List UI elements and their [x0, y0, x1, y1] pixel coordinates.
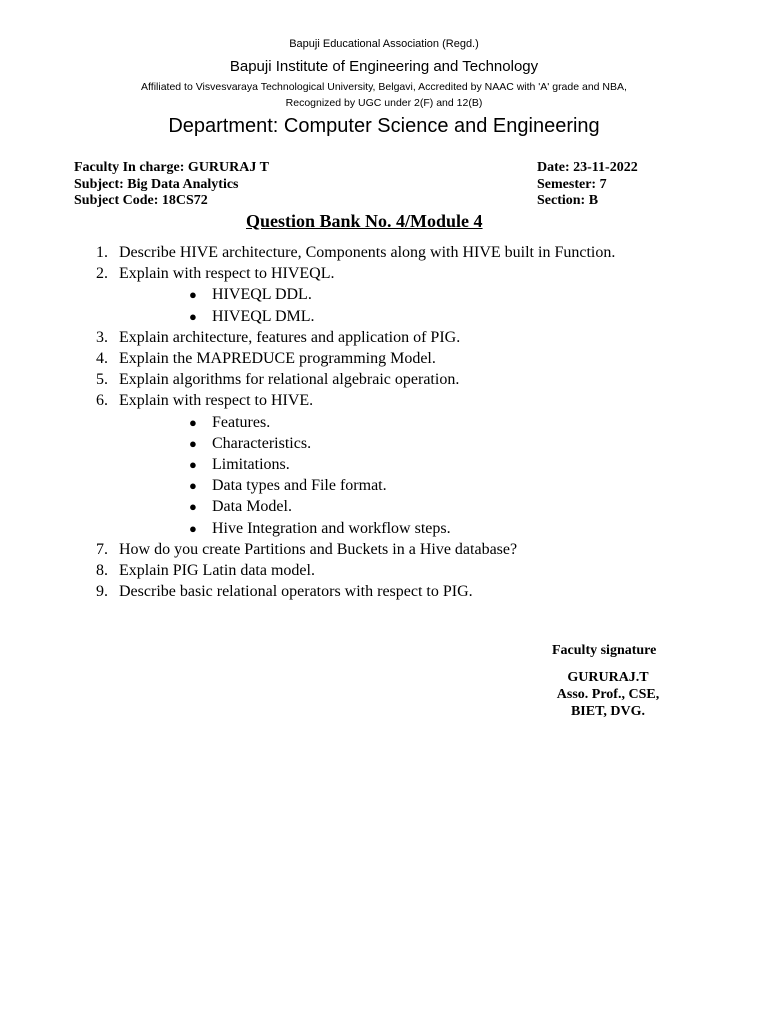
meta-left-block — [74, 160, 269, 210]
affiliation-line-2: Recognized by UGC under 2(F) and 12(B) — [285, 97, 483, 109]
meta-right-block — [537, 160, 638, 210]
question-number: 6. — [96, 392, 108, 410]
bullet-icon: ● — [189, 435, 197, 451]
question-number: 7. — [96, 540, 108, 558]
signature-block — [548, 669, 668, 720]
question-bank-title: Question Bank No. 4/Module 4 — [246, 211, 483, 231]
question-text: Explain architecture, features and application of PIG. — [119, 328, 461, 346]
section: Section: B — [537, 193, 599, 208]
sub-question-text: Data Model. — [212, 498, 292, 516]
question-text: Explain PIG Latin data model. — [119, 562, 315, 579]
question-text: Explain with respect to HIVEQL. — [119, 265, 335, 283]
question-number: 5. — [96, 371, 108, 389]
bullet-icon: ● — [189, 499, 197, 515]
question-number: 4. — [96, 350, 108, 367]
signature-label: Faculty signature — [552, 643, 657, 658]
question-number: 1. — [96, 244, 108, 261]
question-number: 2. — [96, 265, 108, 283]
sub-question-text: HIVEQL DDL. — [212, 286, 312, 304]
department-title: Department: Computer Science and Engineering — [168, 115, 600, 137]
question-text: Describe basic relational operators with respect to PIG. — [119, 583, 473, 601]
date: Date: 23-11-2022 — [537, 160, 638, 175]
subject-code: Subject Code: 18CS72 — [74, 193, 208, 208]
question-text: Explain the MAPREDUCE programming Model. — [119, 350, 436, 367]
question-number: 9. — [96, 583, 108, 601]
bullet-icon: ● — [189, 478, 197, 494]
semester: Semester: 7 — [537, 176, 607, 192]
question-text: Explain with respect to HIVE. — [119, 392, 314, 410]
faculty-in-charge: Faculty In charge: GURURAJ T — [74, 160, 269, 175]
signatory-place: BIET, DVG. — [570, 704, 646, 719]
subject: Subject: Big Data Analytics — [74, 176, 239, 192]
sub-question-text: Limitations. — [212, 456, 290, 473]
institute-name: Bapuji Institute of Engineering and Technology — [229, 58, 539, 75]
signatory-designation: Asso. Prof., CSE, — [556, 687, 660, 702]
bullet-icon: ● — [189, 414, 197, 430]
sub-question-text: Hive Integration and workflow steps. — [212, 519, 451, 537]
bullet-icon: ● — [189, 308, 197, 324]
question-text: Describe HIVE architecture, Components along with HIVE built in Function. — [119, 244, 616, 261]
association-name: Bapuji Educational Association (Regd.) — [289, 38, 479, 50]
question-number: 3. — [96, 328, 108, 346]
bullet-icon: ● — [189, 520, 197, 536]
question-text: Explain algorithms for relational algebraic operation. — [119, 371, 460, 389]
sub-question-text: Characteristics. — [212, 434, 312, 452]
affiliation-line-1: Affiliated to Visvesvaraya Technological University, Belgavi, Accredited by NAAC with 'A' grade and NBA, — [141, 81, 627, 93]
sub-question-text: Data types and File format. — [212, 477, 387, 495]
signatory-name: GURURAJ.T — [567, 670, 649, 685]
bullet-icon: ● — [189, 457, 197, 472]
question-number: 8. — [96, 562, 108, 579]
question-text: How do you create Partitions and Buckets in a Hive database? — [119, 540, 518, 558]
bullet-icon: ● — [189, 287, 197, 303]
sub-question-text: HIVEQL DML. — [212, 307, 315, 325]
sub-question-text: Features. — [212, 413, 271, 431]
